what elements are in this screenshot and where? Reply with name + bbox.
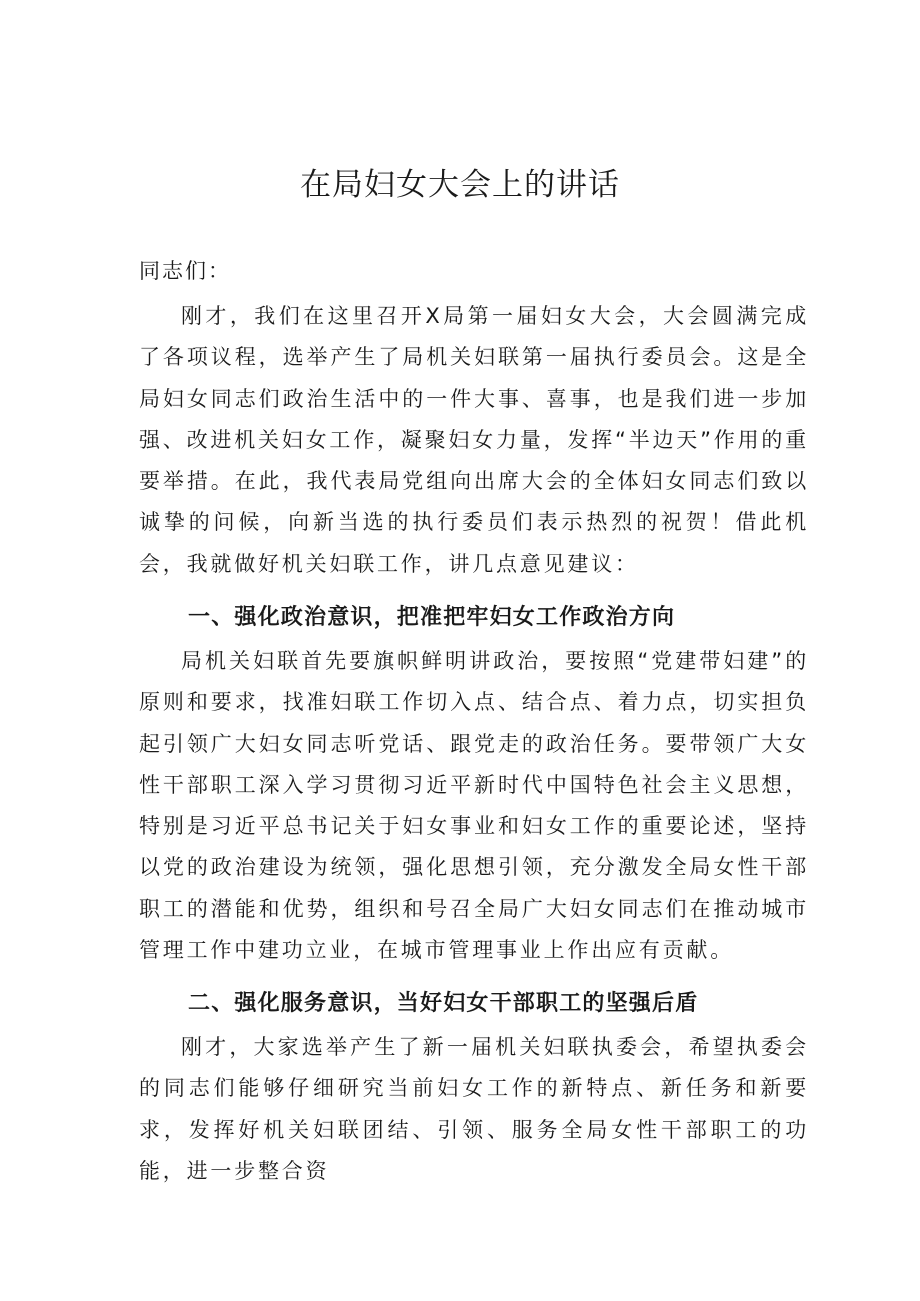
salutation: 同志们： (139, 259, 231, 283)
paragraph-text: 刚才，我们在这里召开X局第一届妇女大会，大会圆满完成了各项议程，选举产生了局机关妇联第一届执行委员会。这是全局妇女同志们政治生活中的一件大事、喜事，也是我们进一步加强、改进机关妇女工作，凝聚妇女力量，发挥“半边天”作用的重要举措。在此，我代表局党组向出席大会的全体妇女同志们致以诚挚的问候，向新当选的执行委员们表示热烈的祝贺！借此机会，我就做好机关妇联工作，讲几点意见建议： (139, 304, 809, 576)
section-heading-2: 二、强化服务意识，当好妇女干部职工的坚强后盾 (188, 991, 699, 1016)
paragraph-opening (139, 296, 809, 585)
paragraph-section-1 (139, 641, 809, 971)
section-heading-1: 一、强化政治意识，把准把牢妇女工作政治方向 (188, 605, 676, 630)
paragraph-text: 刚才，大家选举产生了新一届机关妇联执委会，希望执委会的同志们能够仔细研究当前妇女工作的新特点、新任务和新要求，发挥好机关妇联团结、引领、服务全局女性干部职工的功能，进一步整合资 (139, 1035, 809, 1183)
paragraph-text: 局机关妇联首先要旗帜鲜明讲政治，要按照“党建带妇建”的原则和要求，找准妇联工作切入点、结合点、着力点，切实担负起引领广大妇女同志听党话、跟党走的政治任务。要带领广大女性干部职工深入学习贯彻习近平新时代中国特色社会主义思想，特别是习近平总书记关于妇女事业和妇女工作的重要论述，坚持以党的政治建设为统领，强化思想引领，充分激发全局女性干部职工的潜能和优势，组织和号召全局广大妇女同志们在推动城市管理工作中建功立业，在城市管理事业上作出应有贡献。 (139, 649, 809, 963)
paragraph-section-2 (139, 1027, 809, 1192)
document-title: 在局妇女大会上的讲话 (300, 167, 620, 203)
